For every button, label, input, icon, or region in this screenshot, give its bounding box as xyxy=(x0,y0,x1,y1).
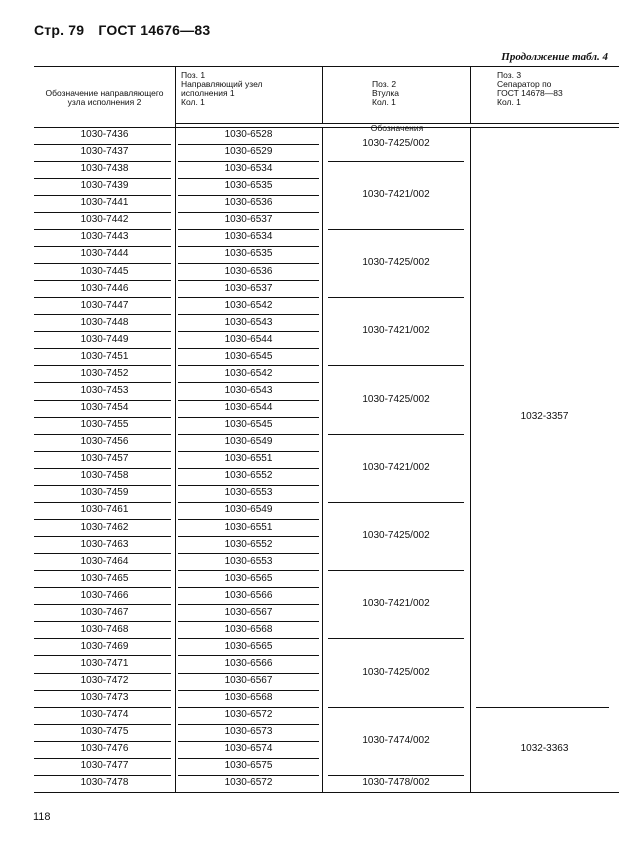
table-row-col2: 1030-6565 xyxy=(224,572,273,584)
row-rule-col2 xyxy=(178,655,319,656)
col3-group-cell: 1030-7425/002 xyxy=(362,530,430,542)
header-col-3 xyxy=(372,80,472,107)
row-rule-col2 xyxy=(178,519,319,520)
row-rule-col1 xyxy=(34,144,171,145)
row-rule-col1 xyxy=(34,724,171,725)
row-rule-col1 xyxy=(34,348,171,349)
table-row-col1: 1030-7465 xyxy=(80,572,129,584)
table-row-col2: 1030-6542 xyxy=(224,367,273,379)
header-bottom-rule-left xyxy=(34,127,175,128)
col3-group-rule xyxy=(328,502,464,503)
header-col-1 xyxy=(34,89,175,107)
row-rule-col1 xyxy=(34,741,171,742)
row-rule-col1 xyxy=(34,655,171,656)
row-rule-col2 xyxy=(178,724,319,725)
row-rule-col1 xyxy=(34,502,171,503)
row-rule-col2 xyxy=(178,297,319,298)
table-row-col1: 1030-7463 xyxy=(80,538,129,550)
table-row-col2: 1030-6575 xyxy=(224,760,273,772)
table-row-col2: 1030-6535 xyxy=(224,180,273,192)
page-label: Стр. 79 xyxy=(34,22,85,38)
row-rule-col2 xyxy=(178,331,319,332)
col3-group-rule xyxy=(328,707,464,708)
row-rule-col1 xyxy=(34,638,171,639)
table-row-col2: 1030-6572 xyxy=(224,709,273,721)
row-rule-col1 xyxy=(34,536,171,537)
table-row-col2: 1030-6551 xyxy=(224,521,273,533)
row-rule-col2 xyxy=(178,775,319,776)
row-rule-col1 xyxy=(34,451,171,452)
row-rule-col1 xyxy=(34,314,171,315)
table-row-col2: 1030-6552 xyxy=(224,538,273,550)
table-row-col2: 1030-6528 xyxy=(224,129,273,141)
table-row-col2: 1030-6568 xyxy=(224,623,273,635)
col3-group-cell: 1030-7478/002 xyxy=(362,777,430,789)
row-rule-col1 xyxy=(34,758,171,759)
row-rule-col2 xyxy=(178,434,319,435)
row-rule-col2 xyxy=(178,212,319,213)
table-row-col2: 1030-6537 xyxy=(224,282,273,294)
header-col-4-line: Поз. 3 xyxy=(497,70,522,80)
table-row-col1: 1030-7438 xyxy=(80,163,129,175)
table-row-col2: 1030-6549 xyxy=(224,504,273,516)
table-row-col2: 1030-6574 xyxy=(224,743,273,755)
table-row-col2: 1030-6551 xyxy=(224,453,273,465)
row-rule-col2 xyxy=(178,604,319,605)
row-rule-col2 xyxy=(178,638,319,639)
row-rule-col2 xyxy=(178,690,319,691)
table-row-col2: 1030-6534 xyxy=(224,163,273,175)
col3-group-rule xyxy=(328,775,464,776)
row-rule-col1 xyxy=(34,212,171,213)
table-row-col2: 1030-6544 xyxy=(224,402,273,414)
table-row-col2: 1030-6553 xyxy=(224,487,273,499)
table-row-col2: 1030-6529 xyxy=(224,146,273,158)
table-row-col1: 1030-7474 xyxy=(80,709,129,721)
row-rule-col2 xyxy=(178,621,319,622)
row-rule-col2 xyxy=(178,673,319,674)
row-rule-col2 xyxy=(178,553,319,554)
table-row-col1: 1030-7469 xyxy=(80,640,129,652)
row-rule-col1 xyxy=(34,382,171,383)
table-row-col2: 1030-6567 xyxy=(224,675,273,687)
header-col-2-line: Поз. 1 xyxy=(181,70,206,80)
table-row-col2: 1030-6565 xyxy=(224,640,273,652)
header-col-2-line: исполнения 1 xyxy=(181,88,235,98)
col-divider-2-header xyxy=(322,66,323,123)
table-row-col2: 1030-6542 xyxy=(224,299,273,311)
table-row-col2: 1030-6536 xyxy=(224,197,273,209)
table-row-col1: 1030-7446 xyxy=(80,282,129,294)
table-row-col1: 1030-7444 xyxy=(80,248,129,260)
table-row-col1: 1030-7455 xyxy=(80,419,129,431)
row-rule-col1 xyxy=(34,195,171,196)
table-row-col1: 1030-7458 xyxy=(80,470,129,482)
table-row-col1: 1030-7475 xyxy=(80,726,129,738)
table-row-col1: 1030-7456 xyxy=(80,436,129,448)
row-rule-col2 xyxy=(178,195,319,196)
table-row-col2: 1030-6545 xyxy=(224,350,273,362)
table-row-col1: 1030-7453 xyxy=(80,384,129,396)
row-rule-col1 xyxy=(34,246,171,247)
table-bottom-border xyxy=(34,792,619,793)
col3-group-cell: 1030-7421/002 xyxy=(362,598,430,610)
table-row-col1: 1030-7462 xyxy=(80,521,129,533)
row-rule-col2 xyxy=(178,365,319,366)
row-rule-col2 xyxy=(178,382,319,383)
row-rule-col1 xyxy=(34,297,171,298)
row-rule-col2 xyxy=(178,451,319,452)
header-col-3-line: Втулка xyxy=(372,88,400,98)
row-rule-col2 xyxy=(178,263,319,264)
col-divider-2 xyxy=(322,127,323,793)
table-row-col1: 1030-7441 xyxy=(80,197,129,209)
row-rule-col1 xyxy=(34,400,171,401)
table-row-col2: 1030-6545 xyxy=(224,419,273,431)
header-col-4-line: Кол. 1 xyxy=(497,97,521,107)
row-rule-col1 xyxy=(34,161,171,162)
header-col-4-line: ГОСТ 14678—83 xyxy=(497,88,563,98)
row-rule-col2 xyxy=(178,178,319,179)
table-row-col2: 1030-6535 xyxy=(224,248,273,260)
table-row-col1: 1030-7443 xyxy=(80,231,129,243)
table-row-col1: 1030-7476 xyxy=(80,743,129,755)
row-rule-col1 xyxy=(34,673,171,674)
row-rule-col1 xyxy=(34,690,171,691)
row-rule-col2 xyxy=(178,536,319,537)
table-row-col2: 1030-6543 xyxy=(224,384,273,396)
page-header xyxy=(34,22,220,38)
table-row-col2: 1030-6543 xyxy=(224,316,273,328)
row-rule-col1 xyxy=(34,365,171,366)
table-row-col1: 1030-7473 xyxy=(80,692,129,704)
row-rule-col1 xyxy=(34,485,171,486)
col4-group-rule xyxy=(476,707,609,708)
table-row-col2: 1030-6549 xyxy=(224,436,273,448)
table-row-col2: 1030-6572 xyxy=(224,777,273,789)
table-row-col1: 1030-7439 xyxy=(80,180,129,192)
table-row-col1: 1030-7459 xyxy=(80,487,129,499)
col4-group-cell: 1032-3357 xyxy=(520,410,569,422)
table-row-col2: 1030-6566 xyxy=(224,589,273,601)
table-row-col1: 1030-7468 xyxy=(80,623,129,635)
designations-header: Обозначения xyxy=(370,122,424,133)
table-row-col1: 1030-7451 xyxy=(80,350,129,362)
header-col-4-line: Сепаратор по xyxy=(497,79,552,89)
col3-group-cell: 1030-7474/002 xyxy=(362,734,430,746)
row-rule-col1 xyxy=(34,775,171,776)
row-rule-col1 xyxy=(34,229,171,230)
col3-group-cell: 1030-7421/002 xyxy=(362,461,430,473)
col3-group-rule xyxy=(328,161,464,162)
table-top-border xyxy=(34,66,619,67)
table-row-col1: 1030-7477 xyxy=(80,760,129,772)
table-row-col2: 1030-6553 xyxy=(224,555,273,567)
row-rule-col2 xyxy=(178,417,319,418)
row-rule-col2 xyxy=(178,502,319,503)
col3-group-cell: 1030-7425/002 xyxy=(362,393,430,405)
header-col-1-line: узла исполнения 2 xyxy=(67,97,142,107)
col3-group-rule xyxy=(328,434,464,435)
col3-group-rule xyxy=(328,638,464,639)
row-rule-col2 xyxy=(178,707,319,708)
row-rule-col1 xyxy=(34,263,171,264)
col3-group-rule xyxy=(328,365,464,366)
row-rule-col1 xyxy=(34,468,171,469)
row-rule-col1 xyxy=(34,707,171,708)
row-rule-col1 xyxy=(34,604,171,605)
header-col-3-line: Поз. 2 xyxy=(372,79,397,89)
col3-group-rule xyxy=(328,570,464,571)
table-row-col1: 1030-7471 xyxy=(80,658,129,670)
row-rule-col1 xyxy=(34,553,171,554)
table-row-col2: 1030-6567 xyxy=(224,606,273,618)
col3-group-cell: 1030-7425/002 xyxy=(362,666,430,678)
row-rule-col2 xyxy=(178,229,319,230)
header-col-2 xyxy=(181,71,320,107)
table-row-col1: 1030-7467 xyxy=(80,606,129,618)
row-rule-col2 xyxy=(178,348,319,349)
table-row-col1: 1030-7447 xyxy=(80,299,129,311)
row-rule-col1 xyxy=(34,519,171,520)
table-row-col1: 1030-7457 xyxy=(80,453,129,465)
row-rule-col1 xyxy=(34,417,171,418)
row-rule-col2 xyxy=(178,570,319,571)
table-row-col2: 1030-6536 xyxy=(224,265,273,277)
table-row-col1: 1030-7461 xyxy=(80,504,129,516)
row-rule-col2 xyxy=(178,144,319,145)
table-row-col1: 1030-7464 xyxy=(80,555,129,567)
col3-group-rule xyxy=(328,297,464,298)
table-continuation-title: Продолжение табл. 4 xyxy=(501,51,608,63)
table-row-col1: 1030-7478 xyxy=(80,777,129,789)
table-row-col1: 1030-7437 xyxy=(80,146,129,158)
table-row-col1: 1030-7452 xyxy=(80,367,129,379)
row-rule-col1 xyxy=(34,621,171,622)
table-row-col2: 1030-6566 xyxy=(224,658,273,670)
table-row-col2: 1030-6534 xyxy=(224,231,273,243)
table-row-col1: 1030-7472 xyxy=(80,675,129,687)
col3-group-cell: 1030-7425/002 xyxy=(362,257,430,268)
table-row-col2: 1030-6568 xyxy=(224,692,273,704)
row-rule-col2 xyxy=(178,314,319,315)
table-row-col1: 1030-7436 xyxy=(80,129,129,141)
row-rule-col2 xyxy=(178,741,319,742)
page-number: 118 xyxy=(33,811,51,823)
table-row-col1: 1030-7449 xyxy=(80,333,129,345)
row-rule-col2 xyxy=(178,485,319,486)
header-col-3-line: Кол. 1 xyxy=(372,97,396,107)
row-rule-col1 xyxy=(34,434,171,435)
col3-group-cell: 1030-7421/002 xyxy=(362,188,430,200)
col4-group-cell: 1032-3363 xyxy=(520,743,569,755)
row-rule-col2 xyxy=(178,587,319,588)
table-row-col1: 1030-7454 xyxy=(80,402,129,414)
row-rule-col2 xyxy=(178,468,319,469)
row-rule-col1 xyxy=(34,331,171,332)
row-rule-col2 xyxy=(178,758,319,759)
row-rule-col1 xyxy=(34,280,171,281)
col-divider-3 xyxy=(470,127,471,793)
row-rule-col1 xyxy=(34,587,171,588)
header-col-2-line: Кол. 1 xyxy=(181,97,205,107)
table-row-col2: 1030-6544 xyxy=(224,333,273,345)
row-rule-col2 xyxy=(178,246,319,247)
col3-group-rule xyxy=(328,229,464,230)
table-row-col2: 1030-6573 xyxy=(224,726,273,738)
row-rule-col2 xyxy=(178,400,319,401)
table-row-col1: 1030-7445 xyxy=(80,265,129,277)
col3-group-cell: 1030-7425/002 xyxy=(362,137,430,149)
header-col-4 xyxy=(497,71,617,107)
table-row-col2: 1030-6537 xyxy=(224,214,273,226)
table-row-col1: 1030-7466 xyxy=(80,589,129,601)
standard-label: ГОСТ 14676—83 xyxy=(98,22,211,38)
header-col-2-line: Направляющий узел xyxy=(181,79,263,89)
table-row-col2: 1030-6552 xyxy=(224,470,273,482)
row-rule-col2 xyxy=(178,280,319,281)
row-rule-col1 xyxy=(34,570,171,571)
col3-group-cell: 1030-7421/002 xyxy=(362,325,430,337)
table-row-col1: 1030-7442 xyxy=(80,214,129,226)
header-col-1-line: Обозначение направляющего xyxy=(45,88,164,98)
table-row-col1: 1030-7448 xyxy=(80,316,129,328)
row-rule-col2 xyxy=(178,161,319,162)
row-rule-col1 xyxy=(34,178,171,179)
